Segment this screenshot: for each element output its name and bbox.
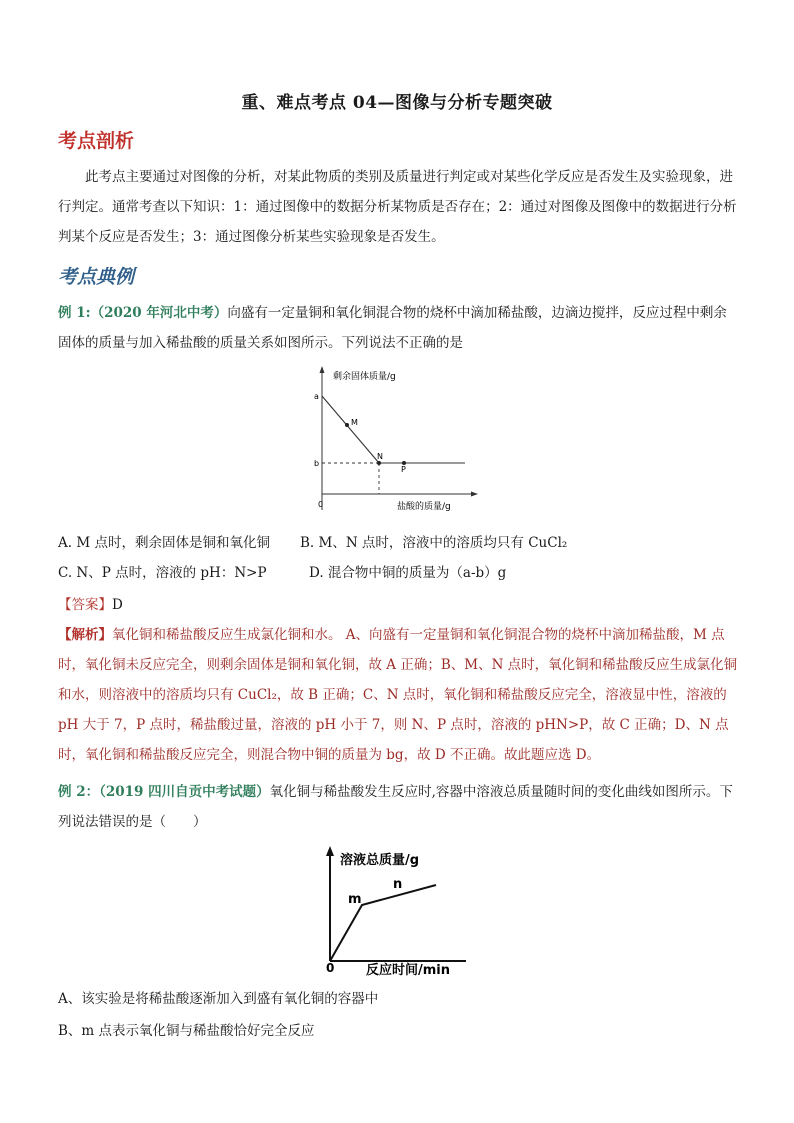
label-p: P bbox=[401, 465, 406, 474]
answer-label: 【答案】 bbox=[58, 597, 112, 613]
y-axis-label: 剩余固体质量/g bbox=[333, 372, 396, 382]
example-1-stem bbox=[58, 298, 738, 358]
label-origin: 0 bbox=[318, 500, 324, 509]
label-n: n bbox=[393, 877, 403, 892]
ex1-option-b: B. M、N 点时，溶液中的溶质均只有 CuCl₂ bbox=[300, 535, 568, 551]
ex2-option-a: A、该实验是将稀盐酸逐渐加入到盛有氧化铜的容器中 bbox=[58, 991, 379, 1007]
example-1-source: （2020 年河北中考） bbox=[90, 305, 228, 321]
example-2-chart bbox=[318, 843, 478, 978]
example-2-question: 氧化铜与稀盐酸发生反应时,容器中溶液总质量随时间的变化曲线如图所示。下列说法错误的是（ ） bbox=[58, 784, 733, 830]
example-1-label: 例 1: bbox=[58, 305, 91, 321]
section-heading-examples: 考点典例 bbox=[58, 266, 135, 288]
example-2-source: （2019 四川自贡中考试题） bbox=[99, 784, 270, 800]
x-axis-label: 盐酸的质量/g bbox=[397, 502, 451, 512]
point-m bbox=[345, 423, 349, 427]
point-n bbox=[377, 461, 381, 465]
y-axis-arrow bbox=[326, 846, 334, 856]
example-2-stem bbox=[58, 777, 738, 837]
x-axis-arrow bbox=[471, 492, 478, 497]
label-m: m bbox=[348, 892, 362, 907]
section-heading-analysis: 考点剖析 bbox=[58, 130, 135, 152]
ex2-option-b: B、m 点表示氧化铜与稀盐酸恰好完全反应 bbox=[58, 1023, 315, 1039]
answer-value: D bbox=[112, 597, 123, 613]
curve bbox=[330, 885, 436, 961]
example-2-label: 例 2： bbox=[58, 784, 100, 800]
analysis-text: 氧化铜和稀盐酸反应生成氯化铜和水。 A、向盛有一定量铜和氧化铜混合物的烧杯中滴加稀盐酸，M 点时，氧化铜未反应完全，则剩余固体是铜和氧化铜，故 A 正确；B、M、N 点时，氧化铜和稀盐酸反应生成氯化铜和水，则溶液中的溶质均只有 CuCl₂，故 B 正确；C、N 点时，氧化铜和稀盐酸反应完全，溶液显中性，溶液的 pH 大于 7，P 点时，稀盐酸过量，溶液的 pH 小于 7，则 N、P 点时，溶液的 pHN>P，故 C 正确；D、N 点时，氧化铜和稀盐酸反应完全，则混合物中铜的质量为 bg，故 D 不正确。故此题应选 D。 bbox=[58, 627, 738, 763]
y-axis-arrow bbox=[320, 366, 325, 373]
label-m: M bbox=[351, 418, 358, 427]
intro-paragraph: 此考点主要通过对图像的分析，对某此物质的类别及质量进行判定或对某些化学反应是否发生及实验现象，进行判定。通常考查以下知识：1：通过图像中的数据分析某物质是否存在；2：通过对图像及图像中的数据进行分析判某个反应是否发生；3：通过图像分析某些实验现象是否发生。 bbox=[58, 169, 737, 245]
x-axis-label: 反应时间/min bbox=[366, 963, 451, 978]
page-title: 重、难点考点 04—图像与分析专题突破 bbox=[241, 93, 553, 113]
example-1-chart bbox=[300, 362, 490, 522]
analysis-label: 【解析】 bbox=[58, 627, 112, 643]
label-a: a bbox=[314, 392, 319, 401]
ex1-analysis bbox=[58, 620, 738, 770]
example-1-question: 向盛有一定量铜和氧化铜混合物的烧杯中滴加稀盐酸，边滴边搅拌，反应过程中剩余固体的质量与加入稀盐酸的质量关系如图所示。下列说法不正确的是 bbox=[58, 305, 727, 351]
label-origin: 0 bbox=[326, 961, 335, 975]
ex1-answer bbox=[58, 593, 123, 613]
curve-descending bbox=[322, 396, 379, 463]
ex1-option-a: A. M 点时，剩余固体是铜和氧化铜 bbox=[58, 535, 270, 551]
y-axis-label: 溶液总质量/g bbox=[340, 853, 420, 868]
ex1-option-d: D. 混合物中铜的质量为（a-b）g bbox=[309, 565, 507, 581]
ex1-option-c: C. N、P 点时，溶液的 pH：N>P bbox=[58, 565, 267, 581]
label-n: N bbox=[377, 452, 383, 461]
label-b: b bbox=[314, 459, 320, 468]
